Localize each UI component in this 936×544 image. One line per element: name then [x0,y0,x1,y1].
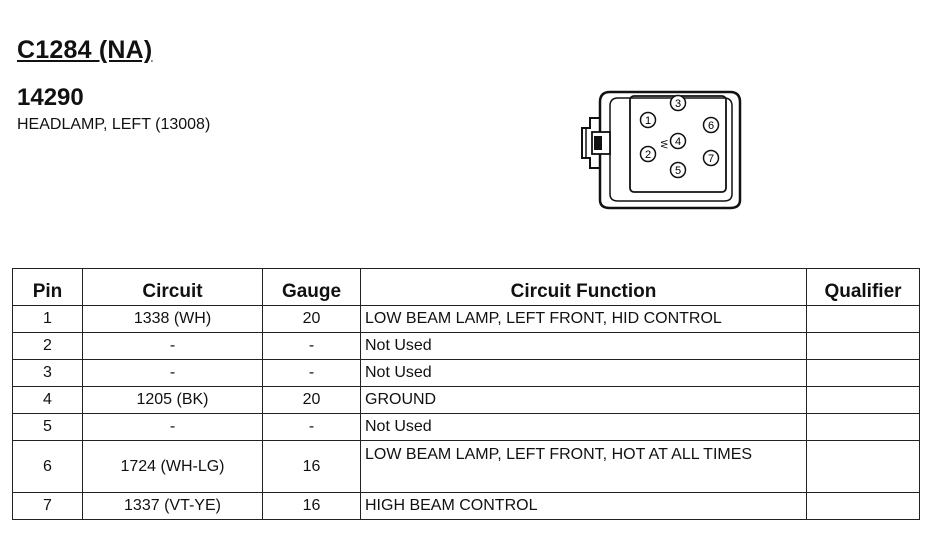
qualifier-cell [807,493,920,520]
gauge-cell: 16 [263,493,361,520]
pin-cell: 7 [13,493,83,520]
pin-4 [671,134,686,149]
pin-7-label: 7 [707,153,715,165]
qualifier-cell [807,360,920,387]
table-row [13,493,920,520]
col-header-gauge: Gauge [263,269,361,306]
gauge-cell: 20 [263,387,361,414]
gauge-cell: 16 [263,441,361,493]
pin-4-label: 4 [674,136,682,148]
pin-3-label: 3 [674,98,682,110]
function-cell: Not Used [361,333,807,360]
pin-2-label: 2 [644,149,652,161]
connector-housing-inner [610,98,732,201]
col-header-qualifier: Qualifier [807,269,920,306]
table-row [13,441,920,493]
center-mark: W [659,140,669,149]
table-header-row [13,269,920,306]
gauge-cell: - [263,414,361,441]
pin-5-label: 5 [674,165,682,177]
connector-id: C1284 (NA) [17,36,153,64]
function-cell: LOW BEAM LAMP, LEFT FRONT, HOT AT ALL TIMES [361,441,807,493]
connector-face-diagram [570,82,750,212]
qualifier-cell [807,387,920,414]
pin-6 [704,118,719,133]
pin-6-label: 6 [707,120,715,132]
function-cell: LOW BEAM LAMP, LEFT FRONT, HID CONTROL [361,306,807,333]
connector-description: HEADLAMP, LEFT (13008) [17,116,211,133]
pin-cell: 2 [13,333,83,360]
pin-3 [671,96,686,111]
col-header-circuit-function: Circuit Function [361,269,807,306]
pin-1-label: 1 [644,115,652,127]
qualifier-cell [807,333,920,360]
circuit-cell: - [83,360,263,387]
function-cell: Not Used [361,360,807,387]
col-header-circuit: Circuit [83,269,263,306]
qualifier-cell [807,414,920,441]
table-row [13,333,920,360]
pin-cell: 6 [13,441,83,493]
connector-housing [600,92,740,208]
gauge-cell: - [263,333,361,360]
col-header-pin: Pin [13,269,83,306]
circuit-cell: 1724 (WH-LG) [83,441,263,493]
function-cell: GROUND [361,387,807,414]
circuit-cell: 1337 (VT-YE) [83,493,263,520]
function-cell: HIGH BEAM CONTROL [361,493,807,520]
gauge-cell: 20 [263,306,361,333]
qualifier-cell [807,306,920,333]
circuit-cell: - [83,414,263,441]
pin-1 [641,113,656,128]
pin-2 [641,147,656,162]
gauge-cell: - [263,360,361,387]
circuit-cell: - [83,333,263,360]
pin-cell: 5 [13,414,83,441]
circuit-cell: 1338 (WH) [83,306,263,333]
table-row [13,360,920,387]
qualifier-cell [807,441,920,493]
part-number: 14290 [17,84,84,111]
circuit-cell: 1205 (BK) [83,387,263,414]
pin-cell: 4 [13,387,83,414]
table-row [13,306,920,333]
table-row [13,414,920,441]
pin-7 [704,151,719,166]
pin-cell: 1 [13,306,83,333]
pin-cell: 3 [13,360,83,387]
table-row [13,387,920,414]
pinout-table [12,268,920,520]
function-cell: Not Used [361,414,807,441]
pin-5 [671,163,686,178]
